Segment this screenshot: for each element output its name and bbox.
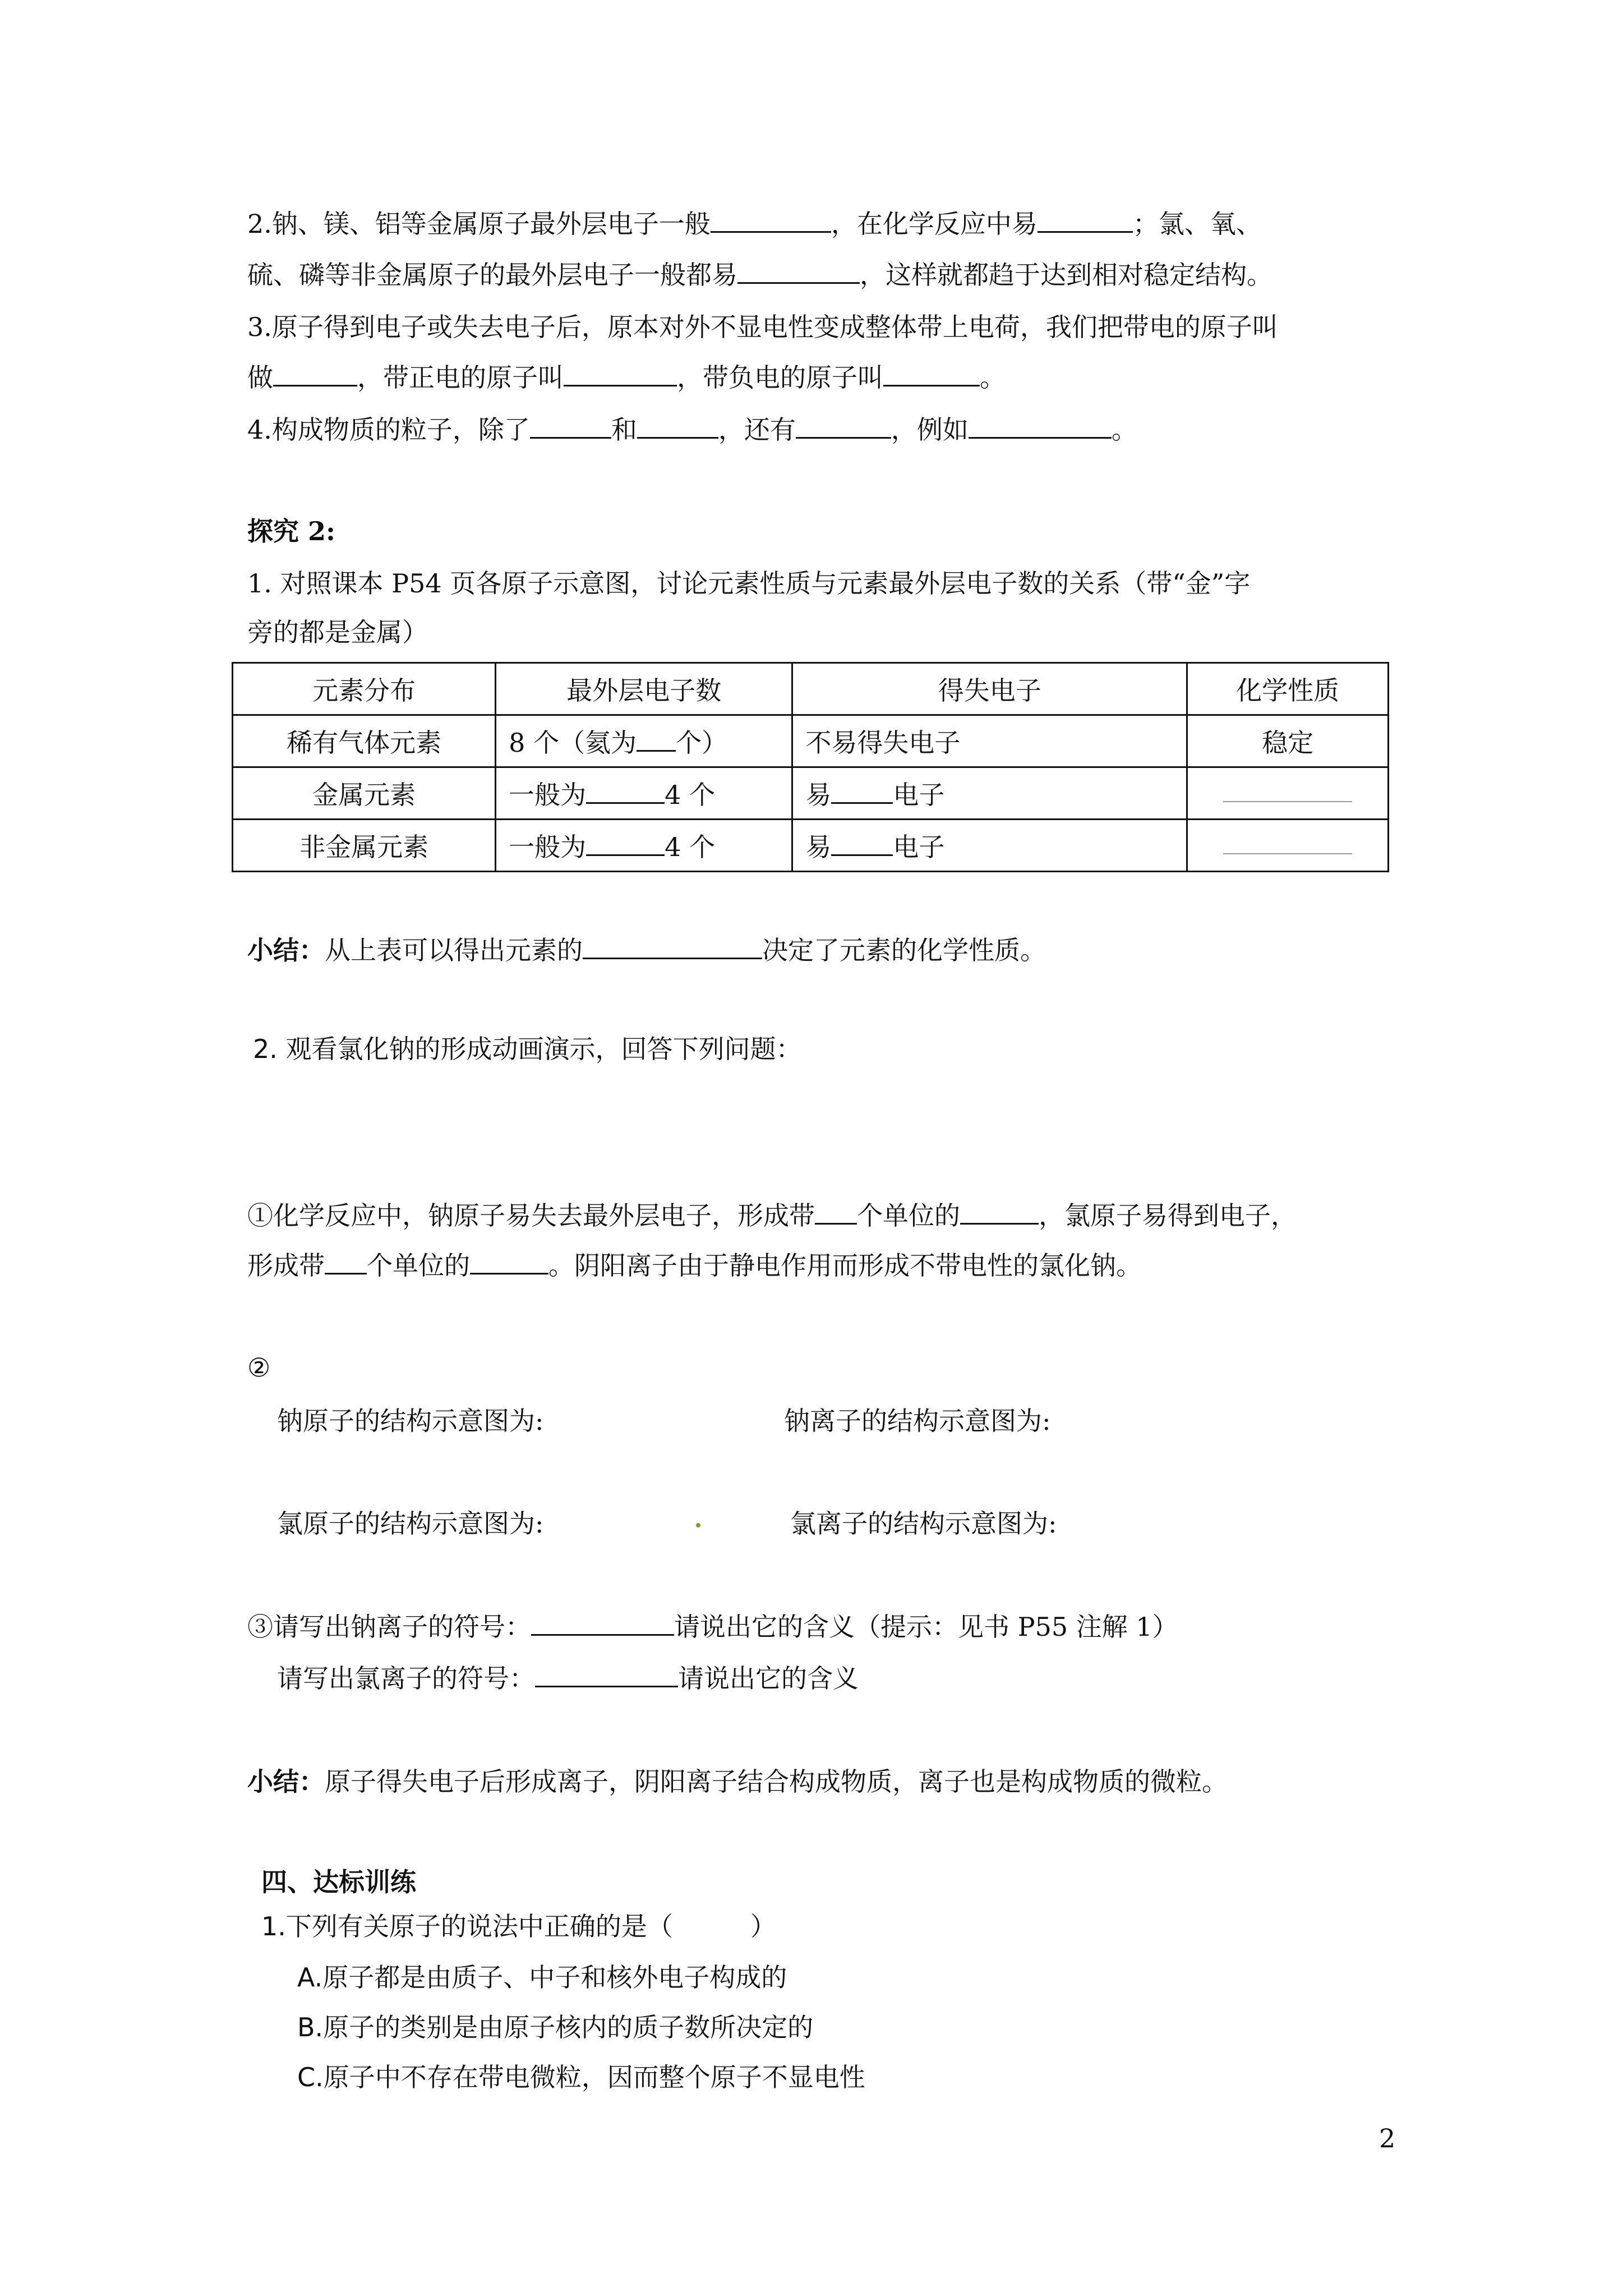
text: 决定了元素的化学性质。 bbox=[762, 935, 1046, 965]
text: 4 个 bbox=[665, 832, 716, 862]
chlorine-atom-diagram-label bbox=[277, 1507, 544, 1540]
fill-blank[interactable] bbox=[564, 362, 677, 386]
fill-blank[interactable] bbox=[1038, 209, 1133, 233]
text: ③请写出钠离子的符号： bbox=[247, 1612, 531, 1642]
text: 2. 观看氯化钠的形成动画演示，回答下列问题： bbox=[253, 1034, 802, 1064]
element-properties-table bbox=[232, 662, 1389, 872]
option-a[interactable] bbox=[297, 1961, 787, 1994]
text: 氯原子的结构示意图为: bbox=[277, 1508, 544, 1539]
fill-blank[interactable] bbox=[883, 362, 980, 386]
item-2-mark bbox=[247, 1351, 270, 1384]
table-header-cell: 得失电子 bbox=[792, 663, 1187, 715]
table-header-row bbox=[233, 663, 1389, 715]
summary-1 bbox=[247, 933, 1046, 967]
table-row bbox=[233, 820, 1389, 872]
text: 钠离子的结构示意图为: bbox=[784, 1406, 1051, 1436]
text: 探究 2: bbox=[247, 516, 336, 546]
fill-blank[interactable] bbox=[531, 1612, 674, 1636]
text: 请写出氯离子的符号： bbox=[277, 1663, 535, 1694]
text: 个） bbox=[676, 728, 728, 758]
text: 请说出它的含义 bbox=[678, 1663, 859, 1694]
text: ，氯原子易得到电子， bbox=[1039, 1200, 1297, 1231]
table-cell-outer-electrons bbox=[496, 715, 792, 767]
table-cell-gain-loss bbox=[792, 820, 1187, 872]
fill-blank[interactable] bbox=[586, 832, 665, 856]
text: 1. 对照课本 P54 页各原子示意图，讨论元素性质与元素最外层电子数的关系（带“金”字 bbox=[247, 568, 1251, 599]
text: 从上表可以得出元素的 bbox=[325, 935, 583, 965]
fill-blank[interactable] bbox=[637, 728, 676, 752]
summary-label: 小结： bbox=[247, 935, 325, 965]
text: 1.下列有关原子的说法中正确的是（ ） bbox=[261, 1911, 776, 1941]
table-cell-element: 稀有气体元素 bbox=[233, 715, 496, 767]
text: C.原子中不存在带电微粒，因而整个原子不显电性 bbox=[297, 2062, 865, 2092]
table-cell-gain-loss bbox=[792, 767, 1187, 820]
text: 电子 bbox=[893, 780, 945, 810]
text: 。 bbox=[1111, 415, 1137, 445]
fill-blank[interactable] bbox=[583, 935, 762, 959]
fill-blank[interactable] bbox=[796, 415, 891, 439]
fill-blank[interactable] bbox=[737, 260, 860, 284]
question-animation bbox=[253, 1032, 802, 1066]
fill-blank[interactable] bbox=[711, 209, 831, 233]
text: ，带正电的原子叫 bbox=[357, 362, 564, 393]
table-cell-property[interactable] bbox=[1187, 820, 1389, 872]
text: 4.构成物质的粒子，除了 bbox=[247, 415, 530, 445]
fill-blank[interactable] bbox=[637, 415, 718, 439]
text: 8 个（氦为 bbox=[509, 728, 637, 758]
text: 钠原子的结构示意图为: bbox=[277, 1406, 544, 1436]
question-3-line-1 bbox=[247, 310, 1278, 344]
fill-blank[interactable] bbox=[530, 415, 611, 439]
text: 一般为 bbox=[509, 780, 587, 810]
item-3-line-1 bbox=[247, 1610, 1178, 1644]
text: ，带负电的原子叫 bbox=[677, 362, 883, 393]
summary-2 bbox=[247, 1765, 1228, 1798]
sodium-ion-diagram-label bbox=[784, 1404, 1051, 1438]
table-row bbox=[233, 715, 1389, 767]
text: ，还有 bbox=[718, 415, 796, 445]
fill-blank[interactable] bbox=[535, 1663, 678, 1687]
section-4-heading bbox=[261, 1865, 416, 1899]
text: 做 bbox=[247, 362, 273, 393]
option-b[interactable] bbox=[297, 2010, 813, 2044]
text: ，例如 bbox=[891, 415, 969, 445]
text: ，在化学反应中易 bbox=[831, 209, 1038, 239]
text: 个单位的 bbox=[857, 1200, 960, 1231]
table-cell-outer-electrons bbox=[496, 767, 792, 820]
text: 2.钠、镁、铝等金属原子最外层电子一般 bbox=[247, 209, 711, 239]
table-cell-property: 稳定 bbox=[1187, 715, 1389, 767]
fill-blank[interactable] bbox=[831, 832, 893, 856]
text: 4 个 bbox=[665, 780, 716, 810]
text: B.原子的类别是由原子核内的质子数所决定的 bbox=[297, 2012, 814, 2042]
text: 形成带 bbox=[247, 1250, 325, 1281]
text: 。阴阳离子由于静电作用而形成不带电性的氯化钠。 bbox=[548, 1250, 1142, 1281]
table-header-cell: 化学性质 bbox=[1187, 663, 1389, 715]
text: 和 bbox=[611, 415, 637, 445]
fill-blank[interactable] bbox=[960, 1200, 1039, 1225]
text: ；氯、氧、 bbox=[1132, 209, 1262, 239]
fill-blank[interactable] bbox=[1223, 784, 1352, 802]
table-row bbox=[233, 767, 1389, 820]
text: 旁的都是金属） bbox=[247, 617, 428, 647]
stray-dot bbox=[696, 1523, 700, 1527]
text: 电子 bbox=[893, 832, 945, 862]
fill-blank[interactable] bbox=[815, 1200, 857, 1225]
text: 请说出它的含义（提示：见书 P55 注解 1） bbox=[674, 1612, 1178, 1642]
summary-label: 小结： bbox=[247, 1766, 325, 1797]
question-2-line-1 bbox=[247, 207, 1262, 241]
text: 易 bbox=[805, 780, 832, 810]
item-3-line-2 bbox=[277, 1662, 859, 1695]
fill-blank[interactable] bbox=[831, 780, 893, 804]
text: A.原子都是由质子、中子和核外电子构成的 bbox=[297, 1962, 787, 1993]
text: ，这样就都趋于达到相对稳定结构。 bbox=[860, 260, 1272, 290]
table-cell-element: 金属元素 bbox=[233, 767, 496, 820]
question-2-line-2 bbox=[247, 258, 1272, 292]
fill-blank[interactable] bbox=[969, 415, 1112, 439]
option-c[interactable] bbox=[297, 2060, 865, 2094]
text: 四、达标训练 bbox=[261, 1867, 416, 1897]
text: 3.原子得到电子或失去电子后，原本对外不显电性变成整体带上电荷，我们把带电的原子叫 bbox=[247, 312, 1278, 342]
fill-blank[interactable] bbox=[1223, 836, 1352, 854]
table-cell-gain-loss: 不易得失电子 bbox=[792, 715, 1187, 767]
fill-blank[interactable] bbox=[325, 1250, 367, 1274]
page-number: 2 bbox=[1379, 2123, 1396, 2154]
text: 易 bbox=[805, 832, 832, 862]
explore-2-question-1-line-1 bbox=[247, 567, 1250, 600]
table-cell-outer-electrons bbox=[496, 820, 792, 872]
table-cell-element: 非金属元素 bbox=[233, 820, 496, 872]
explore-2-heading bbox=[247, 514, 335, 548]
explore-2-question-1-line-2 bbox=[247, 615, 428, 649]
text: 氯离子的结构示意图为: bbox=[790, 1508, 1057, 1539]
fill-blank[interactable] bbox=[470, 1250, 548, 1274]
item-1-line-1 bbox=[247, 1199, 1297, 1232]
fill-blank[interactable] bbox=[273, 362, 357, 386]
text: ①化学反应中，钠原子易失去最外层电子，形成带 bbox=[247, 1200, 815, 1231]
text: ② bbox=[247, 1352, 271, 1383]
sodium-atom-diagram-label bbox=[277, 1404, 544, 1438]
table-header-cell: 元素分布 bbox=[233, 663, 496, 715]
text: 原子得失电子后形成离子，阴阳离子结合构成物质，离子也是构成物质的微粒。 bbox=[325, 1766, 1228, 1797]
fill-blank[interactable] bbox=[586, 780, 665, 804]
text: 个单位的 bbox=[367, 1250, 470, 1281]
section-4-question-1 bbox=[261, 1910, 776, 1943]
table-header-cell: 最外层电子数 bbox=[496, 663, 792, 715]
text: 硫、磷等非金属原子的最外层电子一般都易 bbox=[247, 260, 737, 290]
table-cell-property[interactable] bbox=[1187, 767, 1389, 820]
item-1-line-2 bbox=[247, 1249, 1142, 1282]
chlorine-ion-diagram-label bbox=[790, 1507, 1057, 1540]
question-4 bbox=[247, 413, 1137, 447]
text: 。 bbox=[980, 362, 1006, 393]
question-3-line-2 bbox=[247, 361, 1006, 394]
text: 一般为 bbox=[509, 832, 587, 862]
